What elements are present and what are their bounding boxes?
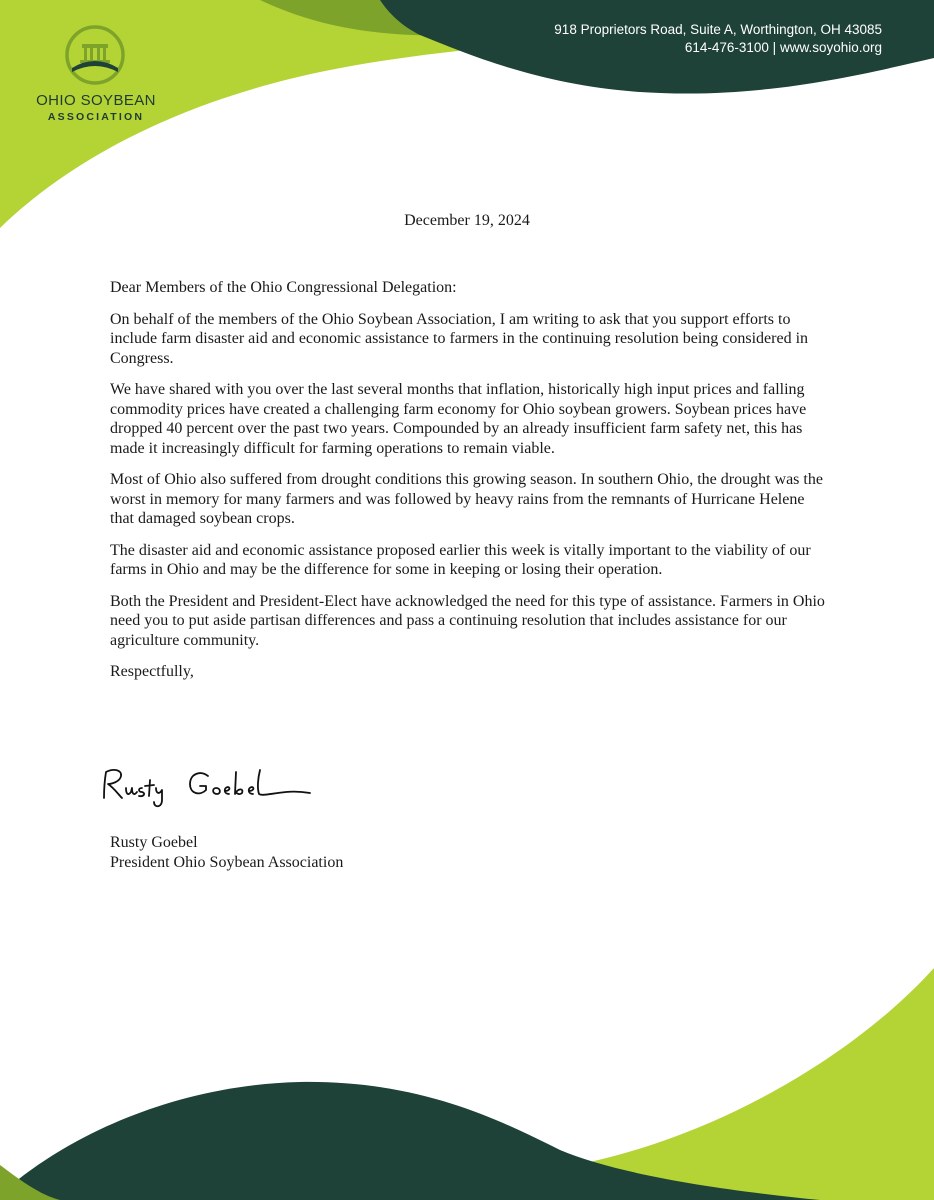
org-address: 918 Proprietors Road, Suite A, Worthington, OH 43085 [554, 22, 882, 37]
letter-body [110, 278, 828, 694]
org-name: OHIO SOYBEAN [36, 92, 156, 109]
letter-date: December 19, 2024 [404, 212, 530, 229]
paragraph: Most of Ohio also suffered from drought conditions this growing season. In southern Ohio, the drought was the worst in memory for many farmers and was followed by heavy rains from the remnants of Hurricane Helene that damaged soybean crops. [110, 471, 823, 527]
org-contact: 614-476-3100 | www.soyohio.org [684, 40, 882, 55]
org-subtitle: ASSOCIATION [47, 111, 145, 123]
ohio-soybean-logo [28, 22, 188, 132]
signer-title: President Ohio Soybean Association [110, 853, 344, 871]
closing: Respectfully, [110, 663, 194, 680]
signer-block [110, 833, 343, 872]
capitol-dome-icon [64, 24, 126, 86]
paragraph: Both the President and President-Elect have acknowledged the need for this type of assistance. Farmers in Ohio need you to put aside partisan differences and pass a continuing resolution that includes assistance for our agriculture community. [110, 592, 825, 649]
salutation: Dear Members of the Ohio Congressional Delegation: [110, 279, 457, 296]
handwritten-signature [96, 762, 316, 812]
paragraph: On behalf of the members of the Ohio Soybean Association, I am writing to ask that you support efforts to include farm disaster aid and economic assistance to farmers in the continuing resolution being considered in Congress. [110, 310, 809, 367]
paragraph: The disaster aid and economic assistance proposed earlier this week is vitally important to the viability of our farms in Ohio and may be the difference for some in keeping or losing their operation. [110, 541, 811, 578]
paragraph: We have shared with you over the last several months that inflation, historically high input prices and falling commodity prices have created a challenging farm economy for Ohio soybean growers. Soybean prices have dropped 40 percent over the past two years. Compounded by an already insufficient farm safety net, this has made it increasingly difficult for farming operations to remain viable. [110, 381, 807, 457]
signer-name: Rusty Goebel [110, 834, 198, 851]
